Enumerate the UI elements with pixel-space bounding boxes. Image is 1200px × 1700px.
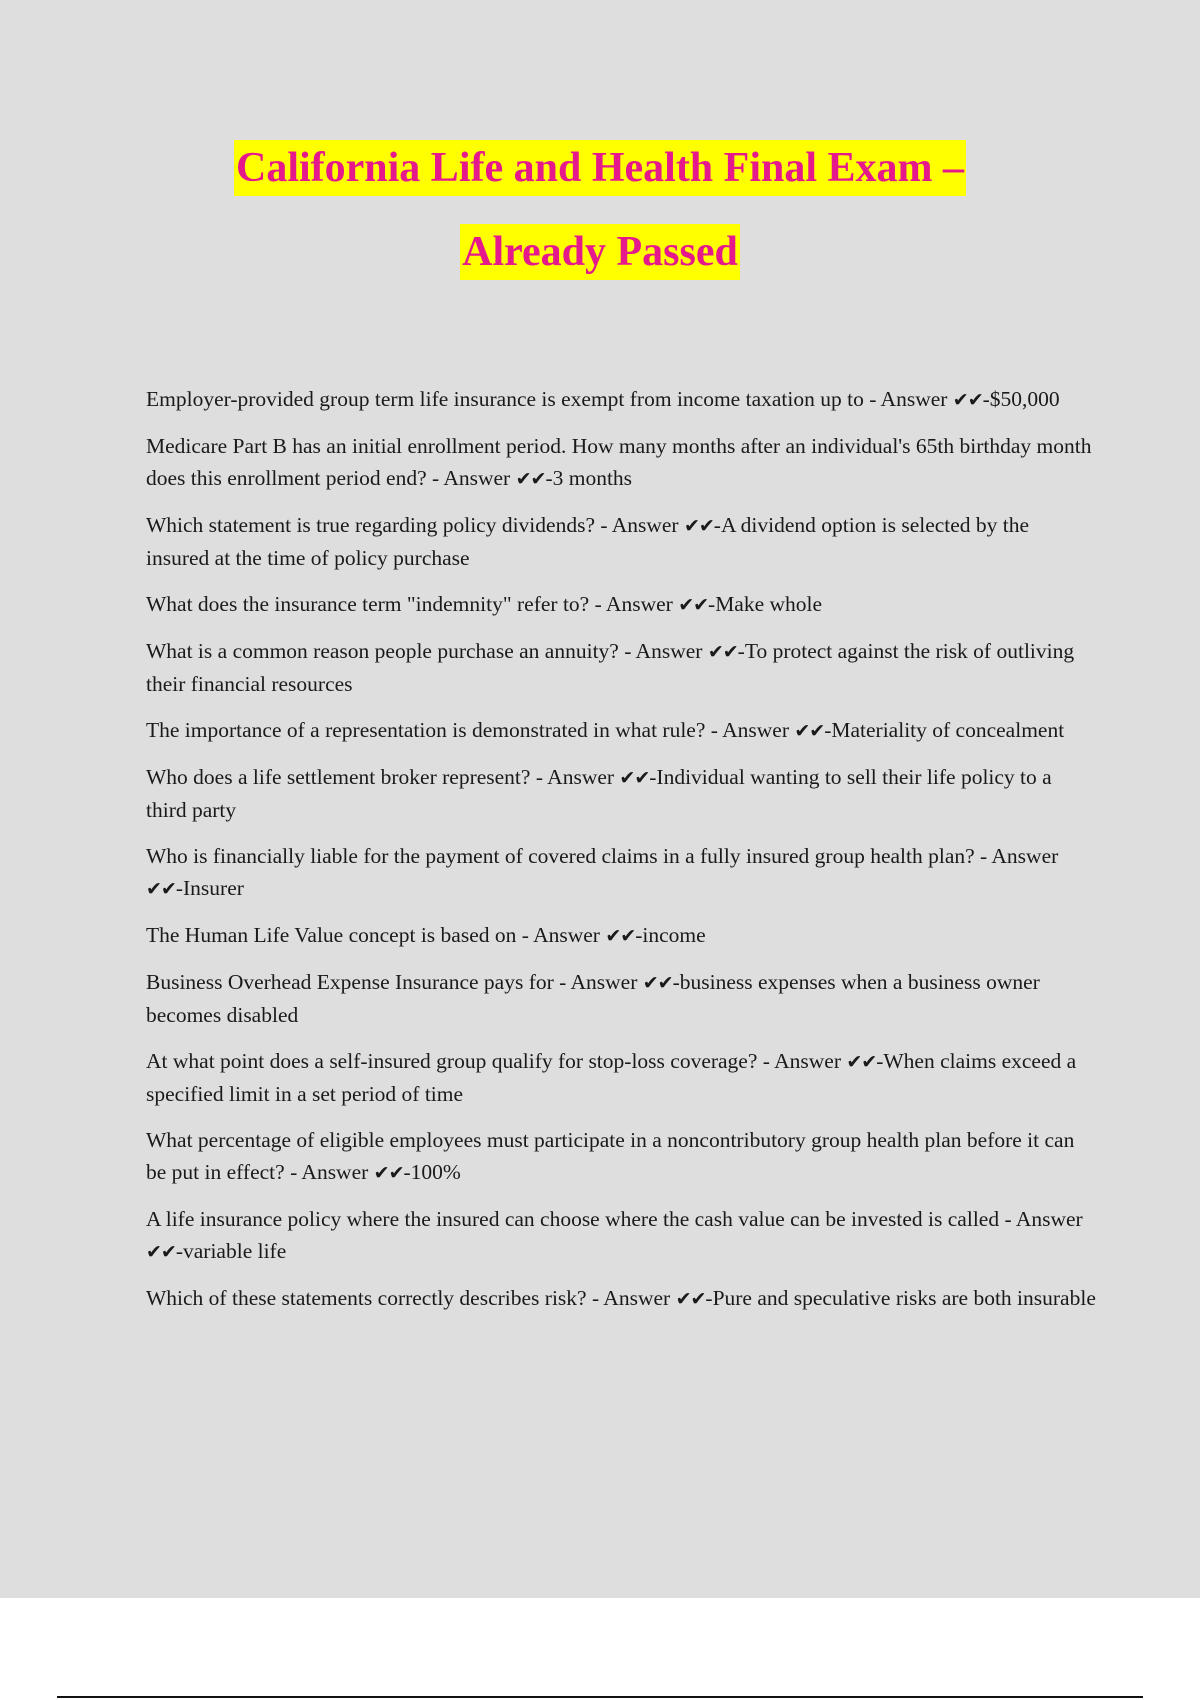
qa-item — [146, 588, 1096, 621]
check-mark-icon: ✔✔ — [619, 767, 650, 789]
question-text: Employer-provided group term life insurance is exempt from income taxation up to - Answer — [146, 387, 953, 411]
answer-text: -Insurer — [175, 876, 244, 900]
question-text: The Human Life Value concept is based on - Answer — [146, 923, 606, 947]
title-line-1: California Life and Health Final Exam – — [234, 140, 966, 196]
answer-text: -A dividend option is selected by the insured at the time of policy purchase — [146, 513, 1030, 570]
check-mark-icon: ✔✔ — [605, 925, 636, 947]
question-text: Business Overhead Expense Insurance pays for - Answer — [146, 970, 643, 994]
answer-text: -100% — [403, 1160, 461, 1184]
check-mark-icon: ✔✔ — [146, 878, 176, 900]
qa-item — [146, 1282, 1096, 1315]
qa-item — [146, 761, 1096, 826]
question-text: Which of these statements correctly describes risk? - Answer — [146, 1286, 676, 1310]
check-mark-icon: ✔✔ — [683, 515, 714, 537]
answer-text: -To protect against the risk of outliving their financial resources — [146, 639, 1075, 696]
qa-item — [146, 966, 1096, 1031]
check-mark-icon: ✔✔ — [846, 1051, 877, 1073]
check-mark-icon: ✔✔ — [373, 1162, 404, 1184]
answer-text: -$50,000 — [982, 387, 1060, 411]
answer-text: -Pure and speculative risks are both insurable — [705, 1286, 1096, 1310]
answer-text: -Materiality of concealment — [824, 718, 1065, 742]
answer-text: -3 months — [545, 466, 633, 490]
question-text: What percentage of eligible employees must participate in a noncontributory group health plan before it can be put in effect? - Answer — [146, 1128, 1075, 1184]
check-mark-icon: ✔✔ — [515, 468, 546, 490]
qa-item — [146, 919, 1096, 952]
qa-item — [146, 1203, 1096, 1268]
question-text: Who does a life settlement broker represent? - Answer — [146, 765, 620, 789]
check-mark-icon: ✔✔ — [952, 389, 983, 411]
answer-text: -business expenses when a business owner becomes disabled — [146, 970, 1040, 1027]
qa-item — [146, 430, 1096, 495]
question-text: At what point does a self-insured group qualify for stop-loss coverage? - Answer — [146, 1049, 847, 1073]
answer-text: -When claims exceed a specified limit in a set period of time — [146, 1049, 1077, 1106]
answer-text: -variable life — [175, 1239, 287, 1263]
qa-item — [146, 714, 1096, 747]
qa-item — [146, 383, 1096, 416]
question-text: Medicare Part B has an initial enrollment period. How many months after an individual's 65th birthday month does this enrollment period end? - Answer — [146, 434, 1092, 490]
qa-item — [146, 635, 1096, 700]
check-mark-icon: ✔✔ — [146, 1241, 176, 1263]
question-text: Which statement is true regarding policy dividends? - Answer — [146, 513, 684, 537]
question-answer-list — [146, 383, 1096, 1329]
qa-item — [146, 1124, 1096, 1189]
qa-item — [146, 1045, 1096, 1110]
title-line-2: Already Passed — [460, 224, 740, 280]
footer-divider — [57, 1696, 1143, 1698]
question-text: What does the insurance term "indemnity" refer to? - Answer — [146, 592, 679, 616]
check-mark-icon: ✔✔ — [675, 1288, 706, 1310]
question-text: Who is financially liable for the payment of covered claims in a fully insured group health plan? - Answer — [146, 844, 1059, 868]
check-mark-icon: ✔✔ — [678, 594, 709, 616]
page-title — [0, 140, 1200, 308]
question-text: What is a common reason people purchase an annuity? - Answer — [146, 639, 708, 663]
check-mark-icon: ✔✔ — [707, 641, 738, 663]
check-mark-icon: ✔✔ — [794, 720, 825, 742]
qa-item — [146, 840, 1096, 905]
answer-text: -Individual wanting to sell their life policy to a third party — [146, 765, 1052, 822]
question-text: The importance of a representation is demonstrated in what rule? - Answer — [146, 718, 795, 742]
check-mark-icon: ✔✔ — [642, 972, 673, 994]
question-text: A life insurance policy where the insured can choose where the cash value can be invested is called - Answer — [146, 1207, 1083, 1231]
answer-text: -income — [635, 923, 706, 947]
qa-item — [146, 509, 1096, 574]
answer-text: -Make whole — [708, 592, 823, 616]
